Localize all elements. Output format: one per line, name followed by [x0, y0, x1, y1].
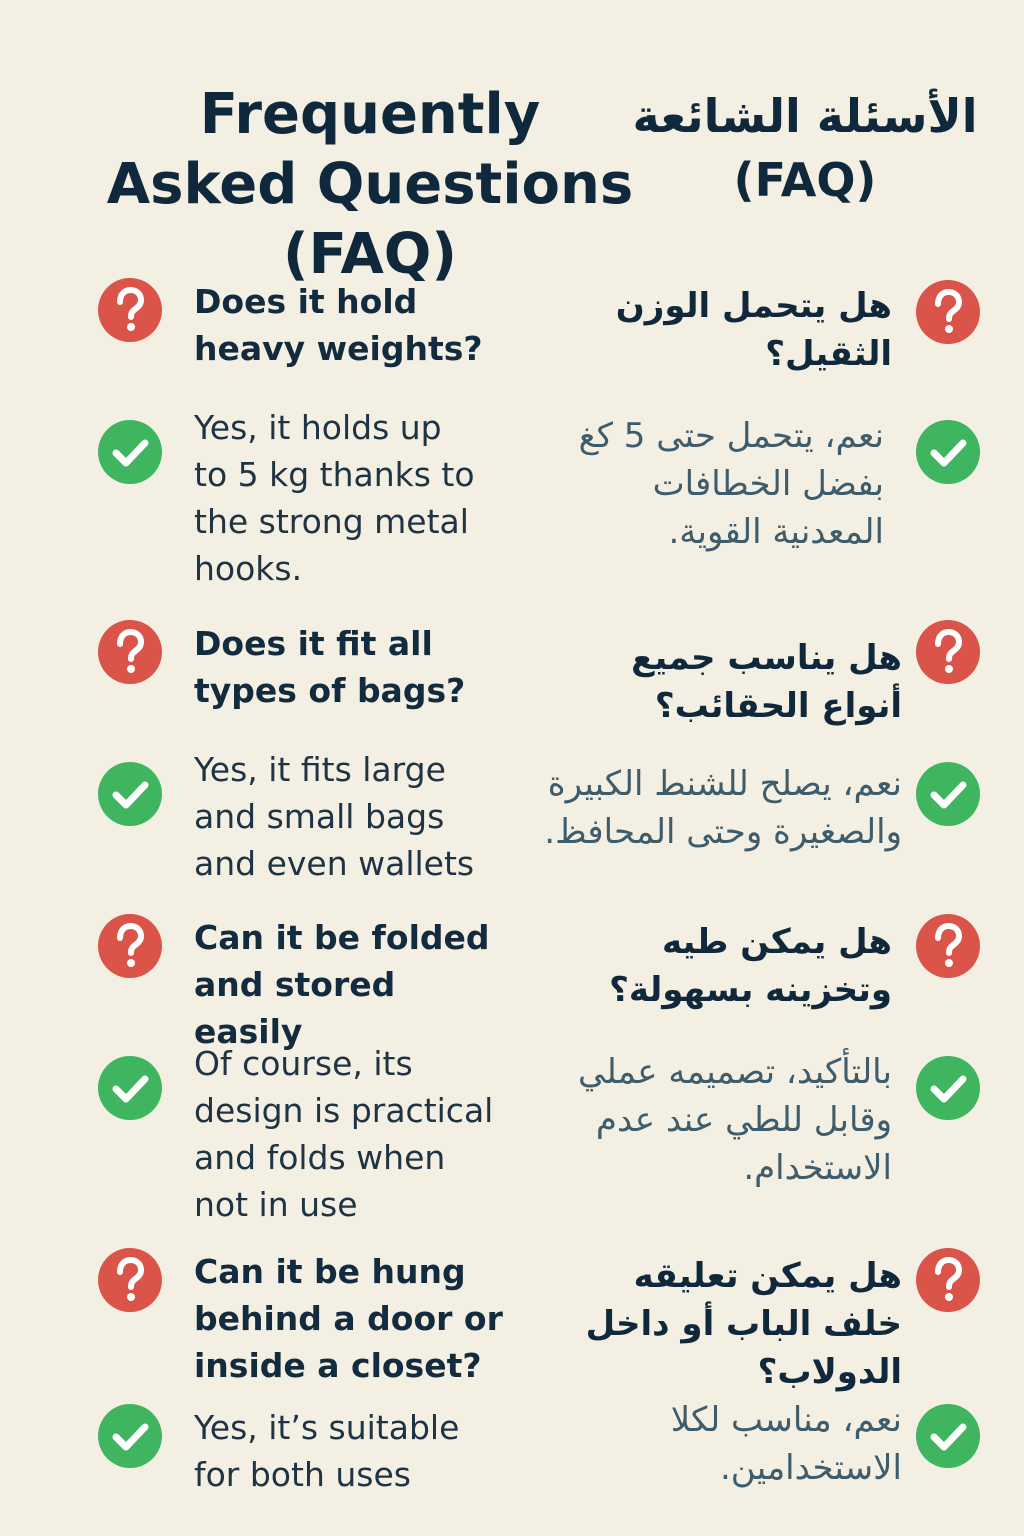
- answer-english-1: Yes, it holds up to 5 kg thanks to the strong metal hooks.: [194, 408, 475, 588]
- question-arabic-3: هل يمكن طيه وتخزينه بسهولة؟: [609, 922, 892, 1010]
- checkmark-icon: [916, 420, 980, 484]
- question-mark-icon: [98, 278, 162, 342]
- page-title-arabic: [610, 84, 1000, 212]
- checkmark-icon: [98, 1056, 162, 1120]
- question-mark-icon: [916, 1248, 980, 1312]
- answer-arabic-4: نعم، مناسب لكلا الاستخدامين.: [670, 1400, 902, 1488]
- checkmark-icon: [98, 762, 162, 826]
- question-mark-icon: [98, 620, 162, 684]
- question-mark-icon: [98, 1248, 162, 1312]
- answer-arabic-3: بالتأكيد، تصميمه عملي وقابل للطي عند عدم الاستخدام.: [578, 1052, 892, 1188]
- question-mark-icon: [98, 914, 162, 978]
- checkmark-icon: [98, 1404, 162, 1468]
- question-arabic-1: هل يتحمل الوزن الثقيل؟: [615, 286, 892, 374]
- question-english-2: Does it fit all types of bags?: [194, 624, 466, 710]
- answer-english-4: Yes, it’s suitable for both uses: [194, 1408, 460, 1494]
- question-mark-icon: [916, 620, 980, 684]
- answer-english-2: Yes, it fits large and small bags and even wallets: [194, 750, 475, 883]
- question-english-1: Does it hold heavy weights?: [194, 282, 483, 368]
- checkmark-icon: [916, 1056, 980, 1120]
- checkmark-icon: [916, 762, 980, 826]
- question-mark-icon: [916, 280, 980, 344]
- answer-english-3: Of course, its design is practical and folds when not in use: [194, 1044, 494, 1224]
- checkmark-icon: [98, 420, 162, 484]
- question-arabic-2: هل يناسب جميع أنواع الحقائب؟: [631, 638, 902, 726]
- page-title-english: Frequently Asked Questions (FAQ): [106, 82, 634, 287]
- page-title-arabic-line2: (FAQ): [733, 153, 877, 207]
- question-english-4: Can it be hung behind a door or inside a closet?: [194, 1252, 503, 1385]
- answer-arabic-2: نعم، يصلح للشنط الكبيرة والصغيرة وحتى المحافظ.: [544, 764, 902, 852]
- answer-arabic-1: نعم، يتحمل حتى 5 كغ بفضل الخطافات المعدنية القوية.: [578, 416, 884, 552]
- question-arabic-4: هل يمكن تعليقه خلف الباب أو داخل الدولاب؟: [585, 1256, 902, 1392]
- checkmark-icon: [916, 1404, 980, 1468]
- question-english-3: Can it be folded and stored easily: [194, 918, 490, 1051]
- question-mark-icon: [916, 914, 980, 978]
- page-title-arabic-line1: الأسئلة الشائعة: [632, 89, 978, 143]
